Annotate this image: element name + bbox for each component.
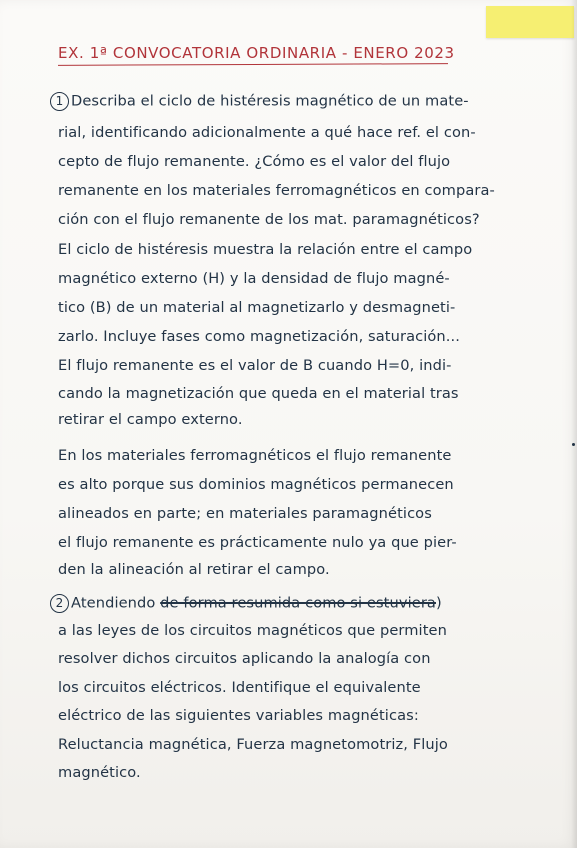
answer-1-line: cando la magnetización que queda en el material tras: [58, 385, 459, 402]
question-2-line: magnético.: [58, 764, 141, 781]
question-1-line: [50, 92, 469, 111]
question-2-prefix: Atendiendo: [71, 594, 161, 612]
answer-1b-line: alineados en parte; en materiales paramagnéticos: [58, 505, 432, 522]
question-2-line: Reluctancia magnética, Fuerza magnetomotriz, Flujo: [58, 736, 448, 753]
question-2-line: [50, 594, 442, 613]
page-edge-shadow: [571, 0, 577, 848]
answer-1-line: magnético externo (H) y la densidad de flujo magné-: [58, 270, 450, 287]
question-2-line: eléctrico de las siguientes variables magnéticas:: [58, 707, 419, 724]
ink-dot: [572, 443, 575, 446]
struck-through-text: de forma resumida como si estuviera: [160, 594, 436, 612]
question-1-line: rial, identificando adicionalmente a qué hace ref. el con-: [58, 124, 476, 141]
question-2-line: los circuitos eléctricos. Identifique el equivalente: [58, 679, 421, 696]
question-2-suffix: ): [435, 594, 442, 612]
question-1-text: Describa el ciclo de histéresis magnético de un mate-: [71, 92, 469, 110]
answer-1b-line: En los materiales ferromagnéticos el flujo remanente: [58, 447, 452, 464]
question-1-line: ción con el flujo remanente de los mat. paramagnéticos?: [58, 211, 480, 228]
answer-1b-line: den la alineación al retirar el campo.: [58, 561, 330, 578]
question-2-line: a las leyes de los circuitos magnéticos que permiten: [58, 622, 447, 639]
question-number-badge: 2: [50, 594, 69, 613]
answer-1b-line: es alto porque sus dominios magnéticos permanecen: [58, 476, 454, 493]
question-1-line: remanente en los materiales ferromagnéticos en compara-: [58, 182, 495, 199]
question-1-line: cepto de flujo remanente. ¿Cómo es el valor del flujo: [58, 153, 451, 170]
title-underline: [58, 63, 448, 66]
answer-1-line: El ciclo de histéresis muestra la relación entre el campo: [58, 241, 473, 258]
sticky-note: [486, 6, 574, 38]
answer-1-line: retirar el campo externo.: [58, 411, 243, 428]
answer-1-line: tico (B) de un material al magnetizarlo y desmagneti-: [58, 299, 456, 316]
question-2-line: resolver dichos circuitos aplicando la analogía con: [58, 650, 431, 667]
answer-1-line: zarlo. Incluye fases como magnetización, saturación...: [58, 328, 460, 345]
page-title: EX. 1ª CONVOCATORIA ORDINARIA - ENERO 2023: [58, 44, 455, 62]
question-number-badge: 1: [50, 92, 69, 111]
answer-1-line: El flujo remanente es el valor de B cuando H=0, indi-: [58, 357, 452, 374]
answer-1b-line: el flujo remanente es prácticamente nulo ya que pier-: [58, 534, 457, 551]
